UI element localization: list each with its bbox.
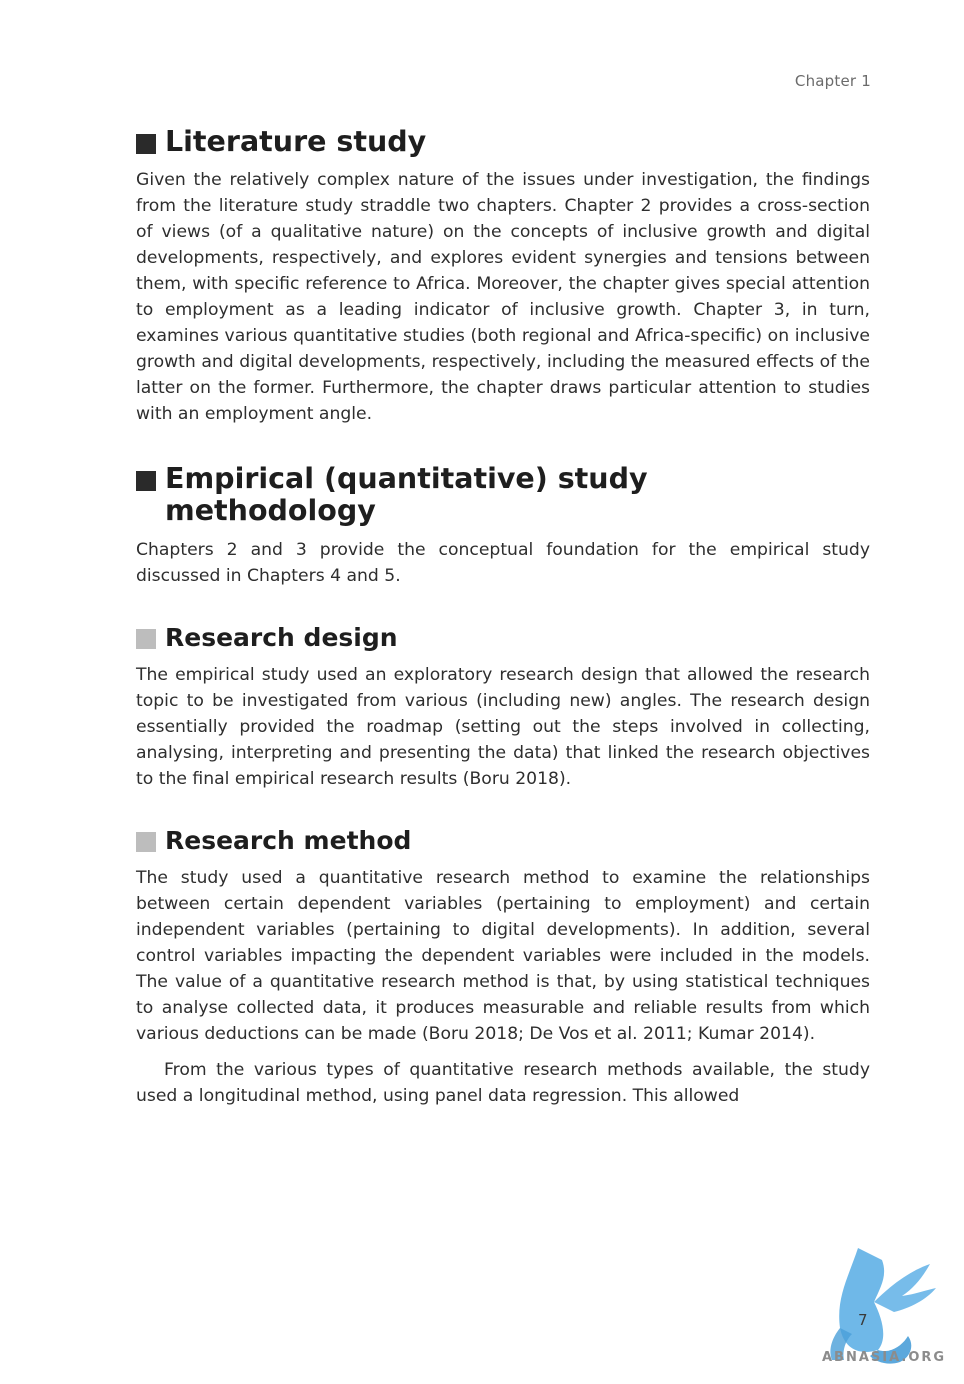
body-paragraph: The empirical study used an exploratory research design that allowed the research topic to be investigated from various (including new) angles. The research design essentially provided the roadmap (setting out the steps involved in collecting, analysing, interpreting and presenting the data) that linked the research objectives to the final empirical research results (Boru 2018).: [136, 665, 870, 789]
subsection-heading-research-design: [136, 623, 870, 653]
body-paragraph: The study used a quantitative research method to examine the relationships between certain dependent variables (pertaining to employment) and certain independent variables (pertaining to digital developments). In addition, several control variables impacting the dependent variables were included in the models. The value of a quantitative research method is that, by using statistical techniques to analyse collected data, it produces measurable and reliable results from which various deductions can be made (Boru 2018; De Vos et al. 2011; Kumar 2014).: [136, 868, 870, 1044]
heading-square-marker: [136, 629, 156, 649]
heading-square-marker: [136, 471, 156, 491]
heading-square-marker: [136, 134, 156, 154]
page-number: 7: [858, 1311, 868, 1329]
running-head: Chapter 1: [794, 72, 871, 90]
subsection-heading-research-method: [136, 826, 870, 856]
section-title: Literature study: [165, 125, 427, 158]
page-content: [136, 126, 870, 1109]
body-paragraph: Given the relatively complex nature of the issues under investigation, the findings from the literature study straddle two chapters. Chapter 2 provides a cross-section of views (of a qualitative nature) on the concepts of inclusive growth and digital developments, respectively, and explores evident synergies and tensions between them, with specific reference to Africa. Moreover, the chapter gives special attention to employment as a leading indicator of inclusive growth. Chapter 3, in turn, examines various quantitative studies (both regional and Africa-specific) on inclusive growth and digital developments, respectively, including the measured effects of the latter on the former. Furthermore, the chapter draws particular attention to studies with an employment angle.: [136, 170, 870, 424]
subsection-title: Research design: [165, 623, 398, 652]
section-title-line1: Empirical (quantitative) study: [165, 462, 648, 495]
body-paragraph: Chapters 2 and 3 provide the conceptual foundation for the empirical study discussed in Chapters 4 and 5.: [136, 540, 870, 586]
watermark-text: ABNASIA.ORG: [822, 1350, 947, 1365]
subsection-title: Research method: [165, 826, 412, 855]
body-paragraph: From the various types of quantitative research methods available, the study used a longitudinal method, using panel data regression. This allowed: [136, 1060, 870, 1106]
section-title-line2: methodology: [165, 494, 376, 527]
section-heading-empirical-methodology: [136, 463, 870, 527]
heading-square-marker: [136, 832, 156, 852]
section-heading-literature-study: [136, 126, 870, 158]
